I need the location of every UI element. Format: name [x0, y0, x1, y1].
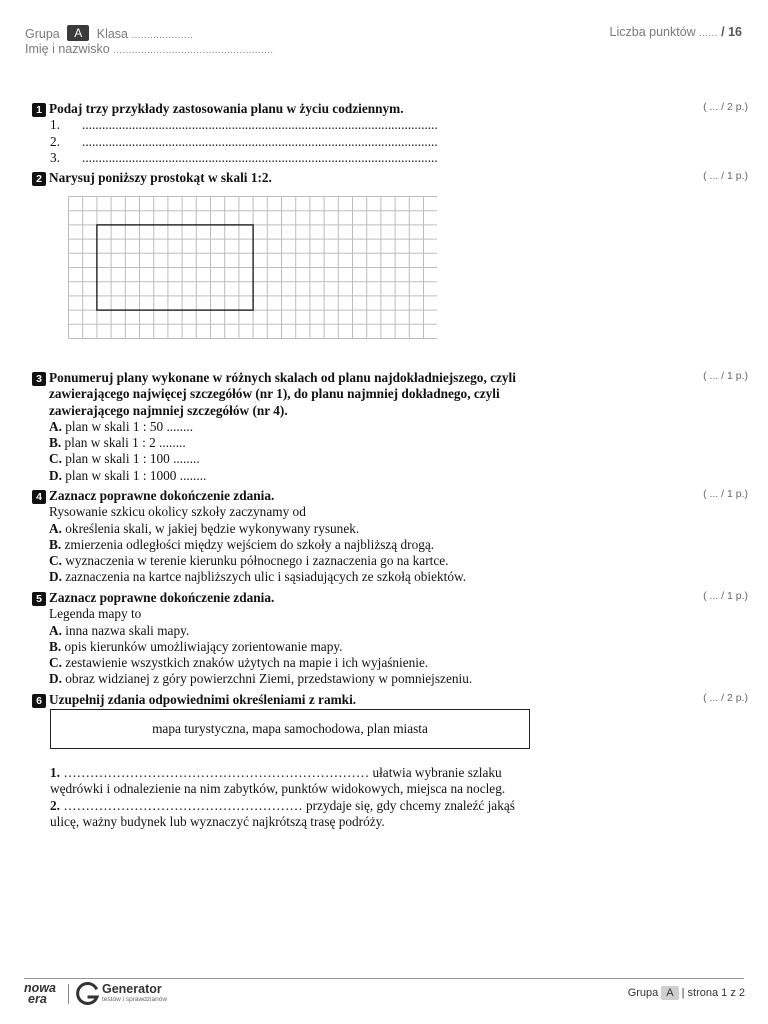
blank-2[interactable]: ……………………………………………… — [63, 797, 303, 813]
option-d[interactable]: D. zaznaczenia na kartce najbliższych ulic i sąsiadujących ze szkołą obiektów. — [49, 569, 467, 585]
page-info — [628, 986, 745, 1000]
footer-divider — [24, 978, 744, 979]
word-bank-box: mapa turystyczna, mapa samochodowa, plan miasta — [50, 709, 530, 749]
question-3 — [32, 370, 732, 484]
answer-line-3[interactable]: 3. ........................................................................................................... — [50, 149, 438, 165]
nowa-era-logo: nowa era — [24, 981, 56, 1006]
option-d[interactable]: D. obraz widzianej z góry powierzchni Ziemi, przedstawiony w pomniejszeniu. — [49, 671, 473, 687]
question-stem: Rysowanie szkicu okolicy szkoły zaczynamy od — [49, 504, 306, 520]
points-summary — [610, 25, 742, 39]
question-title-line-1: Ponumeruj plany wykonane w różnych skalach od planu najdokładniejszego, czyli — [49, 370, 516, 385]
question-6 — [32, 692, 732, 708]
points-q5: ( ... / 1 p.) — [703, 590, 748, 602]
generator-logo-text: Generator testów i sprawdzianów — [102, 982, 168, 1003]
question-title: Zaznacz poprawne dokończenie zdania. — [49, 488, 275, 503]
question-title-line-3: zawierającego najmniej szczegółów (nr 4). — [49, 402, 288, 418]
group-badge: A — [67, 25, 89, 41]
page-number: | strona 1 z 2 — [681, 987, 745, 999]
group-label: Grupa — [25, 27, 60, 41]
class-field[interactable]: .................... — [131, 30, 194, 41]
group-line — [25, 25, 193, 41]
drawing-grid[interactable] — [68, 196, 437, 341]
question-number: 2 — [32, 172, 46, 186]
question-title: Uzupełnij zdania odpowiednimi określeniami z ramki. — [49, 692, 357, 707]
option-b[interactable]: B. opis kierunków umożliwiający zorientowanie mapy. — [49, 638, 343, 654]
points-total: / 16 — [721, 25, 742, 39]
generator-logo-icon — [76, 982, 100, 1006]
logo-separator — [68, 984, 69, 1004]
option-a[interactable]: A. plan w skali 1 : 50 ........ — [49, 418, 194, 434]
points-q3: ( ... / 1 p.) — [703, 370, 748, 382]
question-title: Narysuj poniższy prostokąt w skali 1:2. — [49, 170, 272, 185]
question-number: 1 — [32, 103, 46, 117]
question-title: Zaznacz poprawne dokończenie zdania. — [49, 590, 275, 605]
points-q6: ( ... / 2 p.) — [703, 692, 748, 704]
question-title: Podaj trzy przykłady zastosowania planu w życiu codziennym. — [49, 101, 404, 116]
sentence-2-continuation: ulicę, ważny budynek lub wyznaczyć najkrótszą trasę podróży. — [50, 813, 385, 829]
question-4 — [32, 488, 732, 586]
answer-line-1[interactable]: 1. ........................................................................................................... — [50, 117, 438, 133]
sentence-1-continuation: wędrówki i odnalezienie na nim zabytków, punktów widokowych, miejsca na nocleg. — [50, 781, 506, 797]
name-label: Imię i nazwisko — [25, 42, 110, 56]
answer-line-2[interactable]: 2. ........................................................................................................... — [50, 133, 438, 149]
footer-group-label: Grupa — [627, 987, 659, 999]
question-5 — [32, 590, 732, 688]
question-2 — [32, 170, 732, 186]
points-field[interactable]: ...... — [699, 28, 718, 39]
footer-group-badge: A — [661, 986, 678, 1000]
sentence-2: 2. ……………………………………………… przydaje się, gdy chcemy znaleźć jakąś — [50, 797, 515, 813]
question-number: 3 — [32, 372, 46, 386]
points-q2: ( ... / 1 p.) — [703, 170, 748, 182]
option-d[interactable]: D. plan w skali 1 : 1000 ........ — [49, 467, 207, 483]
points-q1: ( ... / 2 p.) — [703, 101, 748, 113]
points-q4: ( ... / 1 p.) — [703, 488, 748, 500]
question-1 — [32, 101, 732, 166]
question-title-line-2: zawierającego najwięcej szczegółów (nr 1), do planu najmniej dokładnego, czyli — [49, 386, 500, 402]
question-stem: Legenda mapy to — [49, 606, 142, 622]
option-c[interactable]: C. wyznaczenia w terenie kierunku północnego i zaznaczenia go na kartce. — [49, 553, 449, 569]
points-label: Liczba punktów — [609, 25, 696, 39]
question-number: 5 — [32, 592, 46, 606]
option-c[interactable]: C. zestawienie wszystkich znaków użytych na mapie i ich wyjaśnienie. — [49, 655, 429, 671]
option-a[interactable]: A. inna nazwa skali mapy. — [49, 622, 190, 638]
question-number: 6 — [32, 694, 46, 708]
class-label: Klasa — [96, 27, 129, 41]
option-c[interactable]: C. plan w skali 1 : 100 ........ — [49, 451, 200, 467]
name-field[interactable]: .................................................... — [113, 45, 274, 56]
option-b[interactable]: B. plan w skali 1 : 2 ........ — [49, 435, 186, 451]
sentence-1: 1. …………………………………………………………… ułatwia wybranie szlaku — [50, 765, 502, 780]
name-line — [25, 42, 273, 56]
fill-in-sentences — [50, 765, 650, 830]
option-a[interactable]: A. określenia skali, w jakiej będzie wykonywany rysunek. — [49, 520, 360, 536]
question-number: 4 — [32, 490, 46, 504]
blank-1[interactable]: …………………………………………………………… — [63, 765, 370, 780]
option-b[interactable]: B. zmierzenia odległości między wejściem do szkoły a najbliższą drogą. — [49, 536, 435, 552]
